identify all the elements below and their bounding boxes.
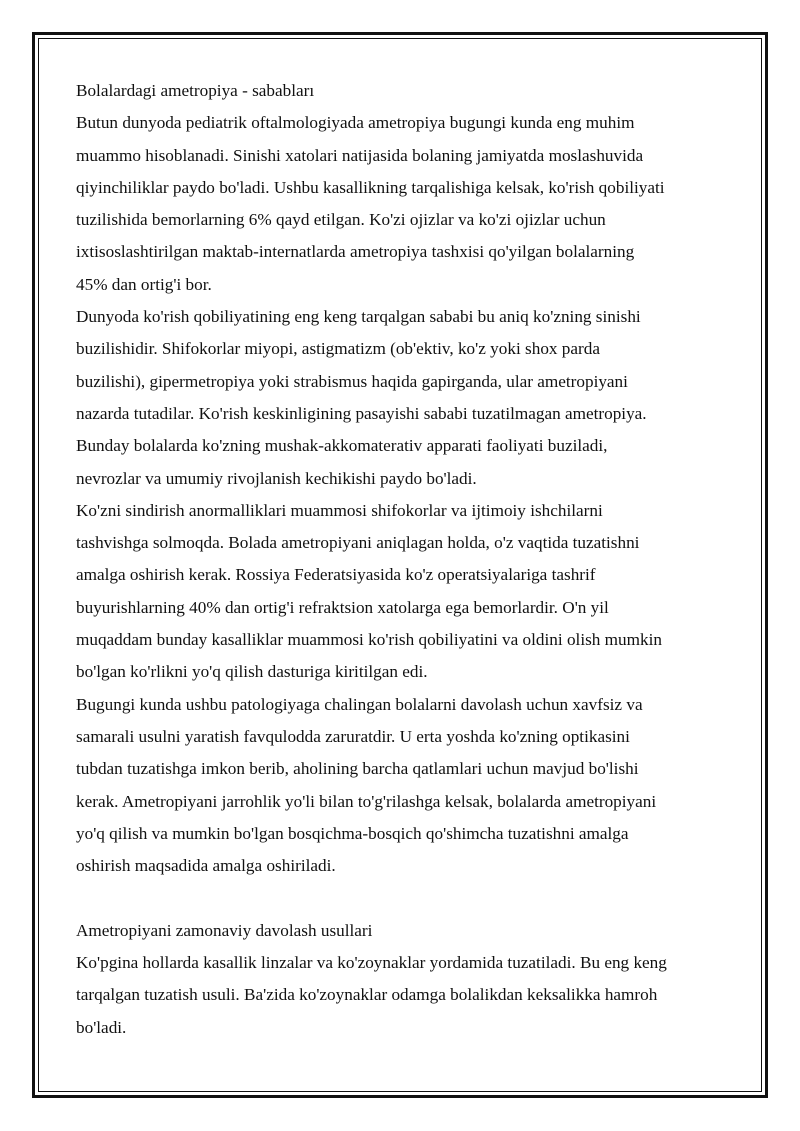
blank-line: [76, 882, 736, 914]
text-line: Bugungi kunda ushbu patologiyaga chalingan bolalarni davolash uchun xavfsiz va: [76, 694, 643, 714]
text-line: tarqalgan tuzatish usuli. Ba'zida ko'zoynaklar odamga bolalikdan keksalikka hamroh: [76, 985, 658, 1005]
text-line: amalga oshirish kerak. Rossiya Federatsiyasida ko'z operatsiyalariga tashrif: [76, 565, 596, 585]
text-line: muammo hisoblanadi. Sinishi xatolari natijasida bolaning jamiyatda moslashuvida: [76, 145, 644, 165]
text-line: samarali usulni yaratish favqulodda zaruratdir. U erta yoshda ko'zning optikasini: [76, 726, 630, 746]
text-line: nazarda tutadilar. Ko'rish keskinligining pasayishi sababi tuzatilmagan ametropiya.: [76, 403, 647, 423]
text-line: Ko'pgina hollarda kasallik linzalar va ko'zoynaklar yordamida tuzatiladi. Bu eng keng: [76, 953, 667, 973]
text-line: buzilishi), gipermetropiya yoki strabismus haqida gapirganda, ular ametropiyani: [76, 371, 628, 391]
text-line: kerak. Ametropiyani jarrohlik yo'li bilan to'g'rilashga kelsak, bolalarda ametropiyani: [76, 791, 657, 811]
text-line: nevrozlar va umumiy rivojlanish kechikishi paydo bo'ladi.: [76, 468, 477, 488]
text-line: yo'q qilish va mumkin bo'lgan bosqichma-bosqich qo'shimcha tuzatishni amalga: [76, 823, 629, 843]
text-line: tuzilishida bemorlarning 6% qayd etilgan. Ko'zi ojizlar va ko'zi ojizlar uchun: [76, 210, 606, 230]
paragraph: [76, 947, 736, 1044]
text-line: Dunyoda ko'rish qobiliyatining eng keng tarqalgan sababi bu aniq ko'zning sinishi: [76, 307, 641, 327]
text-line: qiyinchiliklar paydo bo'ladi. Ushbu kasallikning tarqalishiga kelsak, ko'rish qobiliyati: [76, 177, 665, 197]
text-line: buzilishidir. Shifokorlar miyopi, astigmatizm (ob'ektiv, ko'z yoki shox parda: [76, 339, 600, 359]
text-line: tashvishga solmoqda. Bolada ametropiyani aniqlagan holda, o'z vaqtida tuzatishni: [76, 533, 640, 553]
text-line: tubdan tuzatishga imkon berib, aholining barcha qatlamlari uchun mavjud bo'lishi: [76, 759, 639, 779]
text-line: Ko'zni sindirish anormalliklari muammosi shifokorlar va ijtimoiy ishchilarni: [76, 500, 603, 520]
text-line: Bunday bolalarda ko'zning mushak-akkomaterativ apparati faoliyati buziladi,: [76, 436, 608, 456]
text-line: 45% dan ortig'i bor.: [76, 274, 212, 294]
text-line: ixtisoslashtirilgan maktab-internatlarda ametropiya tashxisi qo'yilgan bolalarning: [76, 242, 635, 262]
section-title: Bolalardagi ametropiya - sababları: [76, 81, 315, 100]
paragraph: [76, 495, 736, 689]
text-line: muqaddam bunday kasalliklar muammosi ko'rish qobiliyatini va oldini olish mumkin: [76, 630, 662, 650]
text-line: bo'lgan ko'rlikni yo'q qilish dasturiga kiritilgan edi.: [76, 662, 428, 682]
document-body: [76, 75, 736, 1044]
paragraph: [76, 689, 736, 883]
paragraph: [76, 107, 736, 301]
section-title: Ametropiyani zamonaviy davolash usullari: [76, 920, 373, 940]
text-line: oshirish maqsadida amalga oshiriladi.: [76, 856, 336, 876]
text-line: Butun dunyoda pediatrik oftalmologiyada ametropiya bugungi kunda eng muhim: [76, 113, 635, 133]
text-line: buyurishlarning 40% dan ortig'i refraktsion xatolarga ega bemorlardir. O'n yil: [76, 597, 609, 617]
text-line: bo'ladi.: [76, 1017, 127, 1037]
paragraph: [76, 301, 736, 495]
